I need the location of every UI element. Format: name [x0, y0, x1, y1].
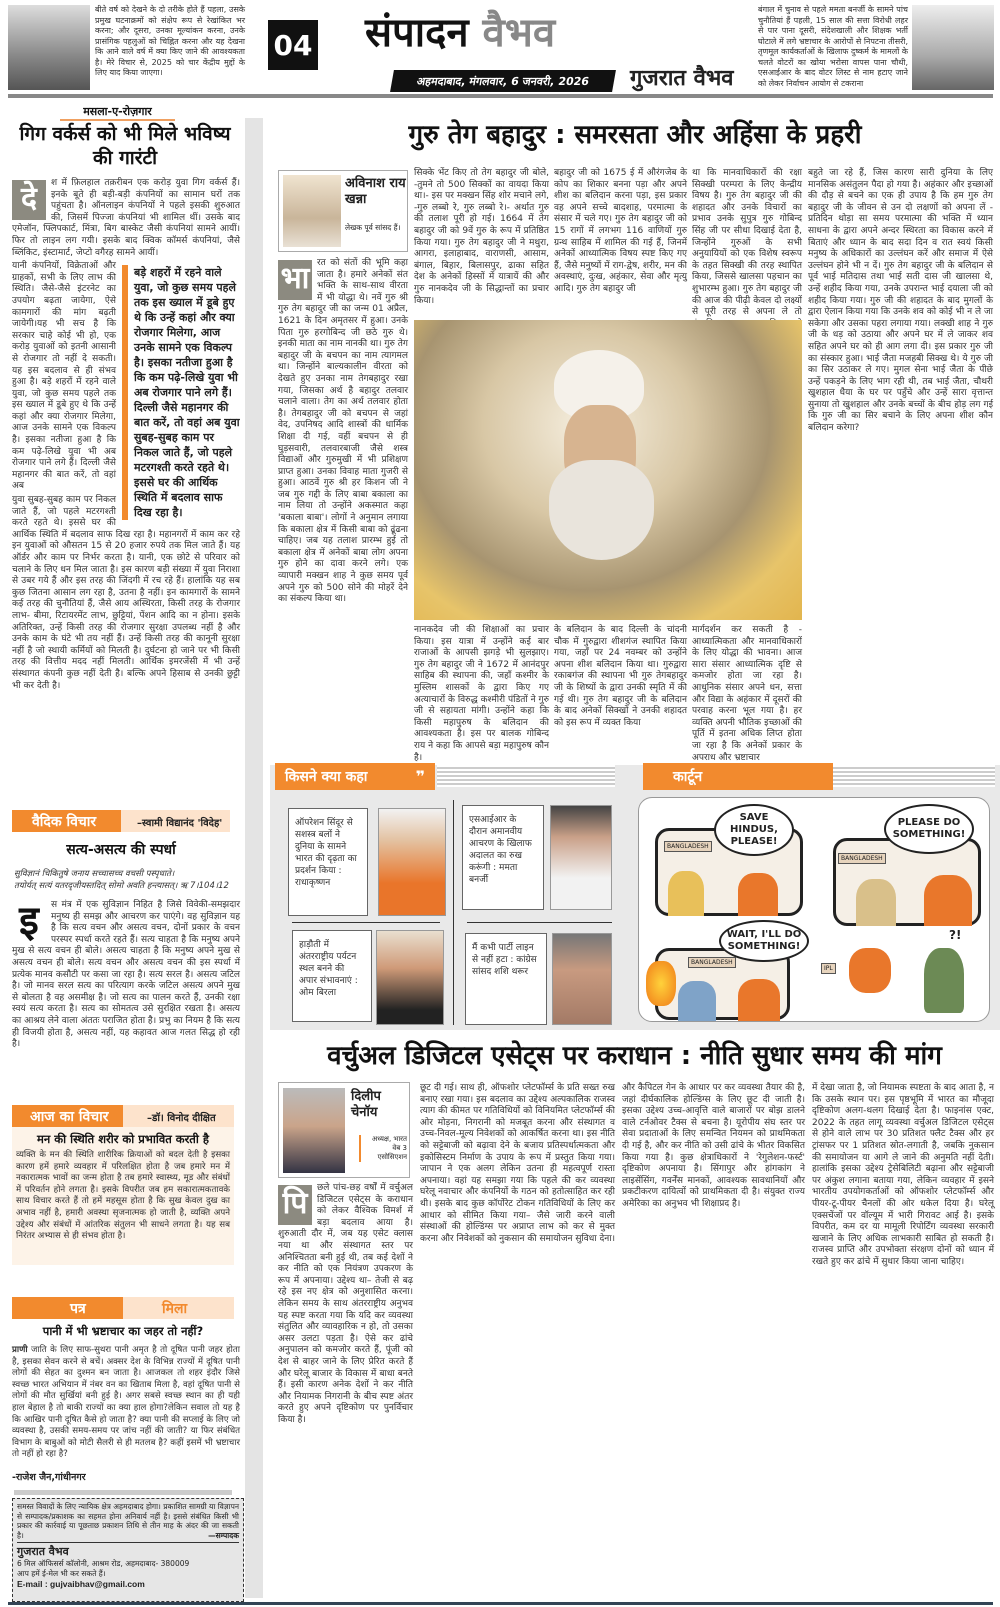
exclaim-text: ?!: [949, 928, 962, 942]
gig-kicker: मसला-ए-रोज़गार: [60, 104, 175, 121]
vedic-band: [12, 810, 230, 832]
vda-headline: वर्चुअल डिजिटल एसेट्स पर कराधान : नीति सुधार समय की मांग: [327, 1041, 942, 1071]
guru-col-3b: के बलिदान के बाद दिल्ली के चांदनी चौक में गुरुद्वारा शीशगंज स्थापित किया गया, जहाँ पर 24 नवम्बर को उन्होंने अपना शीश बलिदान किया था। गुरुद्वारा रकाबगंज की स्थापना भी गुरु तेगबहादुर जी के शिष्यों के द्वारा उनकी स्मृति में की गई थी। गुरु तेग बहादुर जी के बलिदान के बाद अनेकों सिक्खों ने उनकी शहादत को इस रूप में व्यक्त किया: [554, 625, 687, 728]
paragraph: श में फ़िलहाल तक़रीबन एक करोड़ युवा गिग वर्कर्स हैं। इनके बूते ही बड़ी-बड़ी कंपनियों का सामान घरों तक पहुंचता है। ऑनलाइन कंपनियों ने पहले इसकी शुरुआत की, जिसमें पिज्जा कंपनियां भी शामिल थीं। उसके बाद एमेजॉन, फ्लिपकार्ट, मिंत्रा, बिग बास्केट जैसी कंपनियां सामने आयीं। फिर तो लाइन लग गयी। इसके बाद क्विक कॉमर्स कंपनियां, जैसे ब्लिंकिट, इंस्टामार्ट, जेप्टो वगैरह सामने आयीं।: [12, 178, 240, 258]
figure-man: [856, 879, 896, 926]
paragraph: छले पांच-छह वर्षों में वर्चुअल डिजिटल एसेट्स के कराधान को लेकर वैश्विक विमर्श में बड़ा बदलाव आया है। शुरुआती दौर में, जब यह एसेट क्लास नया था और संस्थागत स्तर पर अनिश्चितता बनी हुई थी, तब कई देशों ने कर नीति को एक नियंत्रण उपकरण के रूप में अपनाया। उद्देश्य था– तेजी से बढ़ रहे इस नए क्षेत्र को अनुशासित करना। लेकिन समय के साथ अंतरराष्ट्रीय अनुभव यह स्पष्ट करता गया कि यदि कर व्यवस्था संतुलित और व्यावहारिक न हो, तो उसका असर उलटा पड़ता है। ऐसे कर ढांचे अनुपालन को कमजोर करते हैं, पूंजी को देश से बाहर जाने के लिए प्रेरित करते हैं और घरेलू बाजार के विकास में बाधा बनते हैं। इसी कारण अनेक देशों ने कर नीति और नियामक निगरानी के बीच स्पष्ट अंतर करते हुए अपने दृष्टिकोण पर पुनर्विचार किया है।: [278, 1183, 413, 1425]
author-photo: [283, 1088, 345, 1173]
tharoor-photo: [552, 933, 612, 1025]
divider: [467, 922, 612, 923]
aaj-headline: मन की स्थिति शरीर को प्रभावित करती है: [37, 1132, 209, 1146]
letter-text: [12, 1345, 240, 1467]
columnist-photo-left: [8, 5, 90, 90]
author-photo: [283, 175, 341, 247]
dropcap: इ: [19, 898, 39, 944]
guru-col-2b: नानकदेव जी की शिक्षाओं का प्रचार किया। इस यात्रा में उन्होंने कई बार राजाओं के आपसी झगड़े भी सुलझाए। गुरु तेग बहादुर जी ने 1672 में आनंदपुर साहिब की स्थापना की, जहाँ कश्मीर के मुस्लिम शासकों के द्वारा किए गए अत्याचारों के विरुद्ध कश्मीरी पंडितों ने गुरु जी से सहायता मांगी। उन्होंने कहा कि किसी महापुरुष के बलिदान की आवश्यकता है। इस पर बालक गोबिन्द राय ने कहा कि आपसे बड़ा महापुरुष कौन है।: [414, 625, 549, 763]
vda-col-2: छूट दी गई। साथ ही, ऑफशोर प्लेटफॉर्म्स के प्रति सख्त रुख बनाए रखा गया। इस बदलाव का उद्देश्य अल्पकालिक राजस्व त्याग की कीमत पर गतिविधियों को विनियमित प्लेटफॉर्म्स की ओर मोड़ना, निगरानी को मजबूत करना और संस्थागत व उच्च-निवल-मूल्य निवेशकों को आकर्षित करना था। इस नीति को सट्टेबाजी को बढ़ावा देने के बजाय प्रतिस्पर्धात्मकता और इकोसिस्टम निर्माण के उपाय के रूप में प्रस्तुत किया गया। जापान ने एक अलग लेकिन उतना ही महत्वपूर्ण रास्ता अपनाया। वहां यह समझा गया कि पहले की कर व्यवस्था घरेलू नवाचार और कंपनियों के गठन को हतोत्साहित कर रही थी। इसके बाद कुछ कॉर्पोरेट टोकन गतिविधियों के लिए कर आधार को सीमित किया गया– जैसे जारी करने वाली संस्थाओं की होल्डिंग्स पर अप्राप्त लाभ को कर से मुक्त करना और निवेशकों को नुकसान की समायोजन सुविधा देना।: [420, 1083, 616, 1244]
kisne-band-label: किसने क्या कहा: [285, 769, 368, 785]
letter-headline: पानी में भी भ्रष्टाचार का जहर तो नहीं?: [42, 1324, 204, 1338]
paragraph: युवा सुबह-सुबह काम पर निकल जाते हैं, जो पहले मटरगश्ती करते रहते थे। इससे घर की आर्थिक स्थिति में बदलाव साफ दिख रहा है। महानगरों में काम कर रहे इन युवाओं को औसतन 15 से 20 हजार रुपये तक मिल जाते हैं। यह ऑर्डर और काम पर निर्भर करता है। यानी, एक छोटे से परिवार को चलाने के लिए धन मिल जाता है। इस कारण बड़ी संख्या में युवा निराशा से उबर गये हैं और इस तरह की जिंदगी में रच रहे हैं। हालांकि यह सब कुछ जितना आसान लग रहा है, उतना है नहीं। इन कामगारों के सामने कई तरह की चुनौतियां हैं, जैसे आय अस्थिरता, किसी तरह के रोजगार लाभ- बीमा, रिटायरमेंट लाभ, छुट्टियां, पेंशन आदि का न होना। इसके अतिरिक्त, उन्हें किसी तरह की रोजगार सुरक्षा उपलब्ध नहीं है और उनके काम के घंटे भी तय नहीं हैं। उन्हें किसी तरह की कानूनी सुरक्षा नहीं है जो स्थायी कर्मियों को मिलती है। दुर्घटना हो जाने पर भी किसी तरह की वित्तीय मदद नहीं मिलती। आर्थिक इमरजेंसी में भी उन्हें संस्थागत कंपनी कुछ नहीं देती है। बल्कि अपने हिसाब से उनकी छुट्टी भी कर देती है।: [12, 495, 240, 691]
vedic-mantra: [14, 868, 239, 892]
band-stripes: [437, 765, 615, 787]
columnist-photo-right: [912, 5, 994, 90]
figure-leader: [738, 873, 778, 916]
imprint-box: [12, 1498, 244, 1602]
figure-man: [668, 871, 704, 916]
figure-leader: [738, 979, 780, 1021]
figure-leader: [924, 875, 972, 926]
dropcap: भा: [278, 260, 312, 300]
quote-icon: ❞: [415, 767, 425, 786]
dropcap: दे: [12, 180, 46, 220]
letter-band: [12, 1297, 234, 1319]
ipl-label: IPL: [821, 963, 836, 974]
guru-author-box: [278, 170, 408, 252]
band-stripes: [833, 765, 995, 787]
left-teaser: बीते वर्ष को देखने के दो तरीके होते हैं पहला, उसके प्रमुख घटनाक्रमों को संक्षेप रूप से रेखांकित भर करना; और दूसरा, उनका मूल्यांकन करना, उनके प्रासंगिक पहलुओं को चिह्नित करना और यह देखना कि आने वाले वर्ष में क्या किए जाने की आवश्यकता है। मेरे विचार से, 2025 को चार केंद्रीय मुद्दों के लिए याद किया जाएगा।: [95, 5, 245, 77]
letter-lead: प्राणी: [12, 1345, 28, 1355]
fire: [646, 961, 676, 1006]
guru-col-1: [278, 258, 408, 743]
mamata-photo: [550, 805, 612, 910]
guru-col-4: था कि मानवाधिकारों की रक्षा सिक्खी परम्परा के लिए केन्द्रीय विषय है। गुरु तेग बहादुर जी की शहादत और उनके विचारों का प्रभाव उनके सुपुत्र गुरु गोबिन्द सिंह जी पर सीधा दिखाई देता है, जिन्होंने गुरुओं के सभी अनुयायियों को एक विशेष स्वरूप के तहत सिक्खी की तरह स्थापित किया, जिससे खालसा पहचान का शुभारम्भ हुआ। गुरु तेग बहादुर जी की आज की पीढ़ी केवल दो लक्ष्यों से पूरी तरह से अपना ले तो: [692, 168, 802, 318]
vedic-author: –स्वामी विद्यानंद 'विदेह': [137, 818, 223, 829]
guru-col-3: बहादुर जी को 1675 ई में औरंगजेब के कोप का शिकार बनना पड़ा और अपने शीश का बलिदान करना पड़ा, इस प्रकार वह अपने सच्चे बादशाह, परमात्मा के संसार में चले गए। गुरु तेग बहादुर जी को 15 रागों में लगभग 116 वाणियों गुरु ग्रन्थ साहिब में शामिल की गई हैं, जिनमें अनेकों आध्यात्मिक विषय स्पष्ट किए गए हैं, जैसे मनुष्यों में राग-द्वेष, शरीर, मन की अवस्थाएं, दुःख, अहंकार, सेवा और मृत्यु आदि। गुरु तेग बहादुर जी: [554, 168, 687, 294]
bangladesh-label: BANGLADESH: [838, 853, 886, 864]
disclaimer: [17, 1502, 239, 1540]
disclaimer-text: समस्त विवादों के लिए न्यायिक क्षेत्र अहमदाबाद होगा। प्रकाशित सामग्री या विज्ञापन से सम्पादक/प्रकाशक का सहमत होना अनिवार्य नहीं है। इससे संबंधित किसी भी प्रकार की कार्रवाई या पूछताछ प्रकाशन तिथि से तीन माह के अंदर की जा सकती है।: [17, 1502, 239, 1540]
bangladesh-label: BANGLADESH: [688, 957, 736, 968]
vda-col-1: [278, 1183, 413, 1601]
paper-name: गुजरात वैभव: [630, 66, 734, 91]
quote-om-birla: हाड़ौती में अंतरराष्ट्रीय पर्यटन स्थल बनने की अपार संभावनाएं : ओम बिरला: [292, 930, 372, 1022]
mantra-line: तयोर्यत् सत्यं यतरदृजीयस्तदित् सोमो अवति हन्त्यासत्। ऋ 7।104।12: [14, 881, 229, 891]
author-name: अविनाश राय खन्ना: [345, 176, 406, 207]
letter-band-left: पत्र: [70, 1301, 86, 1317]
imprint-email-note: आप हमें ई-मेल भी कर सकते हैं।: [17, 1569, 106, 1578]
vda-col-4: में देखा जाता है, जो नियामक स्पष्टता के बाद आता है, न कि उसके स्थान पर। इस पृष्ठभूमि में भारत का मौजूदा दृष्टिकोण अलग-थलग दिखाई देता है। फाइनांस एक्ट, 2022 के तहत लागू व्यवस्था वर्चुअल डिजिटल एसेट्स से होने वाले लाभ पर 30 प्रतिशत फ्लैट टैक्स और हर ट्रांसफर पर 1 प्रतिशत स्रोत-लगाती है, जबकि नुकसान की समायोजन या आगे ले जाने की अनुमति नहीं देती। हालांकि इसका उद्देश्य ट्रेसेबिलिटी बढ़ाना और सट्टेबाजी पर अंकुश लगाना बताया गया, लेकिन व्यवहार में इसने भारतीय उपयोगकर्ताओं को ऑफशोर प्लेटफॉर्म्स और पीयर-टू-पीयर चैनलों की ओर धकेल दिया है। घरेलू एक्सचेंजों पर वॉल्यूम में भारी गिरावट आई है। इसके विपरीत, कम दर या मामूली रिपोर्टिंग व्यवस्था सरकारी खजाने के लिए अधिक लाभकारी साबित हो सकती है। राजस्व प्राप्ति और उपभोक्ता संरक्षण दोनों को ध्यान में रखते हुए कर ढांचे में सुधार किया जाना चाहिए।: [812, 1083, 994, 1267]
guru-col-5: बहुते जा रहे हैं, जिस कारण सारी दुनिया के लिए मानसिक असंतुलन पैदा हो गया है। अहंकार और इच्छाओं की दौड़ से बचने का एक ही उपाय है कि हम गुरु तेग बहादुर जी के जीवन से उन दो लक्षणों को अपना लें - प्रतिदिन थोड़ा सा समय परमात्मा की भक्ति में ध्यान साधना के द्वारा अपने अन्दर स्थिरता का विकास करने में बिताएं और ध्यान के बाद सदा दिन व रात स्वयं किसी मनुष्य के अधिकारों का उल्लंघन करें और समाज में ऐसे उल्लंघन होने भी न दें। गुरु तेग बहादुर जी के बलिदान से पूर्व भाई मतिदास तथा भाई सती दास जी खालसा थे, उन्हें शहीद किया गया, उनके उपरान्त भाई दयाला जी को शहीद किया गया। गुरु जी की शहादत के बाद मुगलों के द्वारा ऐलान किया गया कि उनके शव को कोई भी न ले जा सकेगा और उसका पहरा लगाया गया। लक्खी शाह ने गुरु जी के धड़ को उठाया और अपने घर में ले जाकर शव सहित अपने घर को ही आग लगा दी। इस प्रकार गुरु जी का संस्कार हुआ। भाई जैता मजहबी सिक्ख थे। ये गुरु जी का सिर उठाकर ले गए। मुगल सेना भाई जैता के पीछे उन्हें पकड़ने के लिए भाग रही थी, तब भाई जैता, चौथरी खुशहाल धैया के घर पर पहुँचे और उन्हें सारा वृत्तान्त सुनाया तो खुशहाल और उनके बच्चों के बीच होड़ लग गई कि गुरु जी का सिर बचाने के लिए अपना शीश कौन बलिदान करेगा?: [808, 168, 993, 434]
imprint-name: गुजरात वैभव: [17, 1542, 239, 1559]
vda-author-box: [278, 1082, 410, 1178]
imprint-email[interactable]: E-mail : gujvaibhav@gmail.com: [17, 1579, 145, 1589]
guru-tegh-bahadur-painting: [414, 320, 802, 620]
letter-body: जाति के लिए साफ-सुथरा पानी अमृत है तो दूषित पानी जहर होता है, इसका सेवन करने से बचें। अक्सर देश के विभिन्न राज्यों में दूषित पानी लोगों की सेहत का दुश्मन बन जाता है। आजकल तो शहर इंदौर जिसे स्वच्छ भारत अभियान में नंबर वन का खिताब मिला है, वहां दूषित पानी से लोगों की मौत सुर्खियां बनी हुई है। अगर सबसे स्वच्छ स्थान का ही यही हाल बेहाल है तो बाकी राज्यों का क्या हाल होगा?लेकिन सवाल तो यह है कि आखिर पानी दूषित कैसे हो जाता है? क्या पानी की सप्लाई के लिए जो व्यवस्था है, उसकी समय-समय पर जांच नहीं की जाती? या फिर संबंधित विभाग के बाबुओं को मोटी सैलरी से ही मतलब है? कहीं इसमें भी भ्रष्टाचार तो नहीं हो रहा है?: [12, 1345, 240, 1460]
paragraph: स मंत्र में एक सुविज्ञान निहित है जिसे विवेकी-समझदार मनुष्य ही समझ और आचरण कर पाएंगे। वह सुविज्ञान यह है कि सत्य वचन और असत्य वचन, दोनों प्रकार के वचन परस्पर स्पर्धा करते रहते हैं। सत्य चाहता है कि मनुष्य अपने मुख से सत्य वचन ही बोले। असत्य चाहता है कि मनुष्य अपने मुख से असत्य वचन ही बोले। सत्य वचन और असत्य वचन की इस स्पर्धा में प्रत्येक मानव कसौटी पर कसा जा रहा है। सत्य सरल है। असत्य जटिल है। जो मानव सरल सत्य का परित्याग करके जटिल असत्य अपने मुख से बोलता है वह असमीक्ष है। जो सत्य का पालन करते हैं, उनकी रक्षा स्वयं सत्य करता है। सत्य का सोमतत्व उसे सुरक्षित रखता है। असत्य का आश्रय लेने वाला अंततः पराजित होता है। प्रभु का नियम है कि सत्य ही विजयी होता है, असत्य नहीं, यह कहावत आज गलत सिद्ध हो रही है।: [12, 900, 240, 1050]
author-desc: अध्यक्ष, भारत वेब 3 एसोसिएशन: [359, 1135, 407, 1162]
aaj-author: –डॉ। विनोद दीक्षित: [147, 1113, 216, 1124]
divider: [292, 922, 440, 923]
speech-bubble-3: WAIT, I'LL DO SOMETHING!: [719, 920, 809, 962]
speech-bubble-2: PLEASE DO SOMETHING!: [884, 804, 974, 854]
letter-signature: -राजेश जैन,गांधीनगर: [12, 1472, 86, 1483]
radhakrishnan-photo: [378, 808, 446, 916]
bangladesh-label: BANGLADESH: [664, 841, 712, 852]
kisne-band: [275, 763, 435, 790]
footer-rule: [8, 1602, 993, 1605]
right-teaser: बंगाल में चुनाव से पहले ममता बनर्जी के सामने पांच चुनौतियां हैं पहली, 15 साल की सत्ता विरोधी लहर से पार पाना दूसरी, संदेशखाली और शिक्षक भर्ती घोटाले में लगे भ्रष्टाचार के आरोपों से निपटना तीसरी, तृणमूल कार्यकर्ताओं के खिलाफ दुष्कर्म के मामलों के चलते वोटरों का खोया भरोसा वापस पाना चौथी, एसआईआर के बाद वोटर लिस्ट से नाम हटाए जाने को लेकर निर्वाचन आयोग से टकराना: [758, 5, 908, 88]
vedic-article: [12, 900, 240, 1090]
aaj-band: [12, 1105, 234, 1127]
cartoon-band: कार्टून: [643, 763, 833, 790]
mantra-line: सुविज्ञानं चिकितुषे जनाय सच्चासच्च वचसी पस्पृधाते।: [14, 869, 175, 879]
vda-col-3: और कैपिटल गेन के आधार पर कर व्यवस्था तैयार की है, जहां दीर्घकालिक होल्डिंग्स के लिए छूट दी जाती है। इसका उद्देश्य उच्च-आवृत्ति वाले बाजारों पर बोझ डालने वाले टर्नओवर टैक्स से बचना है। यूरोपीय संघ स्तर पर सेवा प्रदाताओं के लिए समन्वित नियमन को प्राथमिकता दी गई है, और कर नीति को उसी ढांचे के भीतर विकसित किया गया है। कुछ क्षेत्राधिकारों ने 'रेगुलेशन-फर्स्ट' दृष्टिकोण अपनाया है। सिंगापुर और हांगकांग ने लाइसेंसिंग, गवर्नेंस मानकों, आवश्यक सावधानियों और प्रकटीकरण दायित्वों को प्राथमिकता दी है। संयुक्त राज्य अमेरिका का अनुभव भी शिक्षाप्रद है।: [622, 1083, 805, 1209]
beard: [549, 460, 654, 560]
speech-bubble-1: SAVE HINDUS, PLEASE!: [714, 804, 794, 856]
header-rule: [8, 94, 993, 98]
disclaimer-sign: —सम्पादक: [208, 1530, 239, 1540]
vedic-band-label: वैदिक विचार: [32, 814, 97, 830]
om-birla-photo: [376, 930, 444, 1025]
quote-tharoor: मैं कभी पार्टी लाइन से नहीं हटा : कांग्रेस सांसद शशि थरूर: [465, 933, 547, 1025]
dateline: अहमदाबाद, मंगलवार, 6 जनवरी, 2026: [390, 70, 616, 92]
dropcap: पि: [278, 1185, 312, 1225]
page-number: 04: [268, 20, 318, 70]
cartoon: [638, 797, 990, 1022]
author-desc: लेखक पूर्व सांसद हैं।: [345, 223, 401, 232]
figure-cricketer: [924, 948, 964, 1013]
aaj-band-label: आज का विचार: [30, 1109, 109, 1125]
gig-headline: गिग वर्कर्स को भी मिले भविष्य की गारंटी: [19, 123, 231, 169]
author-name: दिलीप चेनॉय: [351, 1089, 381, 1120]
figure-leader-kicking: [849, 948, 891, 993]
paragraph: यानी कंपनियों, विक्रेताओं और ग्राहकों, सभी के लिए लाभ की स्थिति। जैसे-जैसे इंटरनेट का उपयोग बढ़ता जायेगा, ऐसे कामगारों की मांग बढ़ती जायेगी।यह भी सच है कि सरकार चाहे कोई भी हो, एक करोड़ युवाओं को इतनी आसानी से रोजगार तो नहीं दे सकती। यह इस बदलाव से ही संभव हुआ है। बड़े शहरों में रहने वाले युवा, जो कुछ समय पहले तक इस ख्याल में डूबे हुए थे कि उन्हें कहां और क्या रोजगार मिलेगा, आज उनके सामने एक विकल्प है। इसका नतीजा हुआ है कि कम पढ़े-लिखे युवा भी अब रोजगार पाने लगे हैं। दिल्ली जैसे महानगर की बात करें, तो वहां अब: [12, 261, 116, 492]
rule: [14, 1490, 232, 1495]
gig-article: [12, 178, 240, 783]
cartoon-panel-2: [833, 838, 981, 926]
pull-quote: बड़े शहरों में रहने वाले युवा, जो कुछ समय पहले तक इस ख्याल में डूबे हुए थे कि उन्हें कहां और क्या रोजगार मिलेगा, आज उनके सामने एक विकल्प है। इसका नतीजा हुआ है कि कम पढ़े-लिखे युवा भी अब रोजगार पाने लगे हैं। दिल्ली जैसे महानगर की बात करें, तो वहां अब युवा सुबह-सुबह काम पर निकल जाते हैं, जो पहले मटरगश्ती करते रहते थे। इससे घर की आर्थिक स्थिति में बदलाव साफ दिख रहा है।: [122, 265, 240, 520]
column-separator: [245, 118, 263, 1598]
guru-col-2: सिक्के भेंट किए तो तेग बहादुर जी बोले, -तुमने तो 500 सिक्कों का वायदा किया था।- इस पर मक्खन सिंह शोर मचाने लगे, -गुरु लब्बो रे, गुरु लब्बो रे।- अर्थात गुरु की तलाश पूरी हो गई। 1664 में तेग बहादुर जी को 9वें गुरु के रूप में प्रतिष्ठित किया गया। गुरु तेग बहादुर जी ने मथुरा, आगरा, इलाहाबाद, वाराणसी, आसाम, बंगाल, बिहार, बिलासपुर, ढाका सहित देश के अनेकों हिस्सों में यात्रायें की और गुरु नानकदेव जी के सिद्धान्तों का प्रचार किया।: [414, 168, 549, 306]
imprint-address: 6 मिल ऑफिसर्स कॉलोनी, आश्रम रोड, अहमदाबाद- 380009: [17, 1559, 190, 1568]
quote-radhakrishnan: ऑपरेशन सिंदूर से सशस्त्र बलों ने दुनिया के सामने भारत की दृढ़ता का प्रदर्शन किया : राधाकृष्णन: [288, 808, 368, 916]
vedic-headline: सत्य-असत्य की स्पर्धा: [66, 842, 176, 858]
paragraph: रत को संतों की भूमि कहा जाता है। हमारे अनेकों संत भक्ति के साथ-साथ वीरता में भी योद्धा थे। नवें गुरु श्री गुरु तेग बहादुर जी का जन्म 01 अप्रैल, 1621 के दिन अमृतसर में हुआ। उनके पिता गुरु हरगोबिन्द जी छठे गुरु थे। इनकी माता का नाम नानकी था। गुरु तेग बहादुर जी के बचपन का नाम त्यागमल था। जिन्होंने बाल्यकालीन वीरता को देखते हुए उनका नाम तेगबहादुर रखा गया, जिसका अर्थ है बहादुर तलवार चलाने वाला। तेग का अर्थ तलवार होता है। तेगबहादुर जी को बचपन से जहां वेद, उपनिषद आदि शास्त्रों की धार्मिक शिक्षा दी गई, वहीं बचपन से ही घुड़सवारी, तलवारबाजी जैसे शस्त्र विद्याओं और गुरुमुखी में भी प्रशिक्षण प्राप्त हुआ। उनका विवाह माता गुजरी से हुआ। आठवें गुरु श्री हर किशन जी ने जब गुरु गद्दी के लिए बाबा बकाला का नाम लिया तो उन्होंने अकस्मात कहा 'बकाला बाबा'। लोगों ने अनुमान लगाया कि बकाला क्षेत्र में किसी बाबा को ढूंढना चाहिए। जब यह तलाश प्रारम्भ हुई तो बकाला क्षेत्र में अनेकों बाबा लोग अपना गुरु होने का दावा करने लगे। एक व्यापारी मक्खन शाह ने कुछ समय पूर्व अपने गुरु को 500 सोने की मोहरें देने का संकल्प किया था।: [278, 258, 408, 605]
letter-band-right: मिला: [162, 1301, 188, 1317]
divider: [453, 800, 454, 1025]
guru-headline: गुरु तेग बहादुर : समरसता और अहिंसा के प्रहरी: [408, 120, 862, 150]
figure-man: [678, 981, 716, 1021]
guru-col-4b: मार्गदर्शन कर सकती है - आध्यात्मिकता और मानवाधिकारों के लिए योद्धा की भावना। आज सारा संसार आध्यात्मिक दृष्टि से कमजोर होता जा रहा है। आधुनिक संसार अपने धन, सत्ता और विद्या के अहंकार में दूसरों की परवाह करना भूल गया है। हर व्यक्ति अपनी भौतिक इच्छाओं की पूर्ति में इतना अधिक लिप्त होता जा रहा है कि अनेकों प्रकार के अपराध और भ्रष्टाचार: [692, 625, 802, 763]
quote-mamata: एसआईआर के दौरान अमानवीय आचरण के खिलाफ अदालत का रुख करूंगी : ममता बनर्जी: [462, 805, 544, 910]
masthead-title: संपादन वैभव: [365, 10, 556, 56]
aaj-text: व्यक्ति के मन की स्थिति शारीरिक क्रियाओं को बदल देती है इसका कारण हमें हमारे व्यवहार में परिलक्षित होता है जब हमारे मन में नकारात्मक भावों का जन्म होता है तब हमारे स्वास्थ्य, मूड और संबंधों में परिवर्तन होने लगता है। इसके विपरीत जब हम सकारात्मकतावके साथ विचार करते हैं तो हमें महसूस होता है कि सुख केवल दुख का अभाव नहीं है, हमारी अवस्था सृजनात्मक हो जाती है, व्यक्ति अपने उद्देश्य और संबंधों में आंतरिक संतुलन भी साधने लगता है। यह सब निरंतर अभ्यास से ही संभव होता है।: [16, 1150, 230, 1242]
